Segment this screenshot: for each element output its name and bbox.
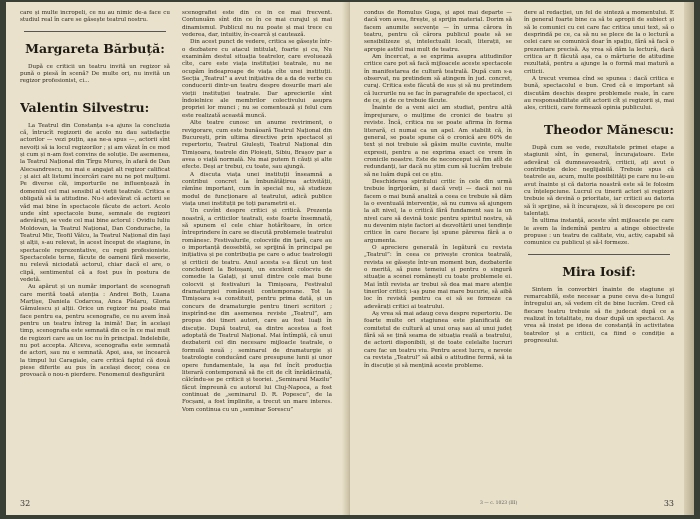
right-column-2	[524, 10, 674, 345]
page-edge	[684, 2, 694, 515]
left-column-1	[20, 10, 170, 380]
left-column-2	[182, 10, 332, 414]
paragraph: Au apărut și un număr important de scenografi care merită toată atenția : Andrei Both, Luana Marțișe, Daniela Codarcea, Anca Pîslaru, Gloria Gămulescu și alții. Orice un regizor nu poate mai face pentru ea, pentru scenografie, ce nu avem însă pentru un teatru întreg la inimă! Dar, în același timp, scenografia este semnată din ce în ce mai mult de regizori care au un loc nu în principal. Indelebile, nu pot accepta. Altceva, scenografia este semnată de actori, sau nu e semnată. Apoi, asa, se încearcă la timpul lui Caragiale, care critică faptul că două piese diferite au pus în același decor, ceea ce provoacă o nou-n pierdere. Fenomenul desfigurării	[20, 284, 170, 379]
paragraph: La Teatrul din Constanța s-a ajuns la concluzia că, întrucît regizorii de acolo nu dau satisfacție actorilor — vezi puțin, așa ne-a spus —, actorii sînt nevoiți să ia locul regizorilor ; și am văzut în ce mod și cum și n-am fost convins de soluție. De asemenea, la Teatrul Național din Tîrgu Mureș, în afară de Dan Alecsandrescu, nu mai e angajat alt regizor calificat ; și aici alt listumi încercări care nu ne pot mulțumi. Pe diverse căi, importurile ne influențează în domeniul cel mai sensibil al vieții teatrale. Critica e obligată să ia atitudine. Nu-i adevărat că actorii se văd mai bine în spectacole făcute de actori. Acolo unde sînt spectacole bune, semnale de regizori adevărați, se vede cel mai bine actorul : Ovidiu Iuliu Moldovan, la Teatrul Național, Dan Condurache, la Teatrul Mic, Teofil Vâlcu, la Teatrul Național din Iași și alții, s-au relevat, în acest început de stagiune, în spectacole reprezentative, cu regii profesioniste. Spectacolele terne, făcute de oameni fără meserie, nu relevă niciodată actorul, chiar dacă el are, o clipă, sentimentul că a fost pus în postura de vedetă.	[20, 122, 170, 283]
paragraph: A discuta viața unei instituții înseamnă a contribui concret la îmbunătățirea activității, rămîne important, cum în special nu, să studieze modul de funcționare al teatrului, adică publice viața unei instituții pe toți parametrii ei.	[182, 171, 332, 207]
page-number-left: 32	[20, 499, 31, 508]
speaker-heading-manescu: Theodor Mănescu:	[543, 121, 674, 137]
paragraph: Alte teatre cunosc un anume reviriment, o revigorare, cum este bunăoară Teatrul Național din București, prin ultima directive prin spectacol și repertoriu, Teatrul Giulești, Teatrul Național din Timișoara, teatrele din Ploiești, Sibiu, Brașov par a avea o viață normală. Nu mai putem fi căuți și alte efecte. Deși ar trebui, cu toate, sau ajungă.	[182, 120, 332, 171]
section-divider	[528, 254, 670, 255]
paragraph: O apreciere generală în legătură cu revista „Teatrul”: în ceea ce privește cronica teatrală, revista se găsește într-un moment bun, dezbaterile o merită, să pune temeiul și pentru o singură situație a scenei românești cu toate problemele ei. Mai întîi revista ar trebui să dea mai mare atenție tinerilor critici; i-aș pune mai mare bucurie, să aibă loc în revistă pentru ca ei să se formeze ca adevărați critici ai teatrului.	[364, 245, 512, 310]
paragraph: Am încercat, a se exprima asupra atitudinilor critice care pot să facă mijloacele aceste spectacole în manifestarea de cultură teatrală. După cum s-a observat, nu pretindem să atingem în jud. concret, curaj. Critica este făcută de sus și să nu pretindem că lucrurile nu se fac în paragrafele de spectacol, ci de ce, și de ce trebuie făcute.	[364, 54, 512, 105]
print-signature: 3 — c. 1023 (III)	[480, 501, 518, 506]
left-page	[6, 2, 350, 515]
paragraph: După ce criticii un teatru invită un regizor să pună o piesă în scenă? De multe ori, nu invită un regizor profesionist, ci...	[20, 63, 170, 85]
paragraph: dere al redacției, un fel de sinteză a momentului. E în general foarte bine ca să te apropii de subiect și să le comunici cu cei care fac critica unui text, să o desprindă pe ce, ca să nu se plece de la o lectură a celei care se comunică doar în spațiu, fără să facă o prezentare precisă. Aș vrea să dăm la lectură, dacă critica ar fi făcută așa, ca o mărturie de atitudine rezultată, pentru a ajunge la o formă mai matură a criticii.	[524, 10, 674, 75]
paragraph: Înainte de a veni aici am studiat, pentru altă împrejurare, o mulțime de cronici de teatru și reviste. Încă, critica nu se poate afirma în forma literară, ci numai ca un apel. Am stabilit că, în general, se poate spune că o cronică are 60% de text și noi trebuie să găsim multe cuvinte, multe expresii, pentru a ne exprima exact ce vrem în cronicile noastre. Este de neconceput să fim atît de redundanți, iar dacă nu știm cum să lucrăm trebuie să ne luăm după cei ce știu.	[364, 105, 512, 178]
section-divider	[24, 31, 166, 32]
paragraph: După cum se vede, rezultatele primei etape a stagiunii sînt, în general, încurajatoare. Este adevărat că dumneavoastră, criticii, ați avut o contribuție deloc neglijabilă. Trebuie spus că teatrele au, acum, multe posibilități pe care nu le-au avut înainte și că datoria noastră este să le folosim cu înțelepciune. Lucrul cu tinerii actori și regizori trebuie să devină o prioritate, iar criticii au datoria să îi sprijine, să îi încurajeze, să îi descopere pe cei talentați.	[524, 144, 674, 217]
magazine-spread	[6, 2, 694, 515]
paragraph: În ultima instanță, aceste sînt mijloacele pe care le avem la îndemînă pentru a atinge obiectivele propuse : un teatru de calitate, viu, activ, capabil să comunice cu publicul și să-l formeze.	[524, 218, 674, 247]
page-number-right: 33	[663, 499, 674, 508]
intro-paragraph: care și multe încropeli, ce nu au nimic de-a face cu studiul real în care se găsește teatrul nostru.	[20, 10, 170, 24]
speaker-heading-iosif: Mira Iosif:	[562, 263, 636, 279]
speaker-heading-silvestru: Valentin Silvestru:	[20, 99, 150, 115]
paragraph: Un cuvînt despre critici și critică. Prezența noastră, a criticilor teatrali, este foarte însemnată, să spunem el cele chiar hotărîtoare, în orice întreprindere în care se discută problemele teatrului românesc. Festivalurile, colocviile din țară, care au o importanță deosebită, se sprijină în principal pe inițiativa și pe contribuția pe care o aduc teatrologii și criticii de teatru. Anul acesta s-a făcut un test concludent la Botoșani, un excelent colocviu de comedie la Galați, și unul dintre cele mai bune colocvii și festivaluri la Timișoara, Festivalul dramaturgiei românești contemporane. Tot la Timișoara s-a constituit, pentru prima dată, și un concurs de dramaturgie pentru tineri scriitori ; inspirînd-ne din asemenea reviste „Teatrul”, am propus doi tineri autori, care au fost luați în discuție. După teatrul, ea dintre acestea a fost adoptată de Teatrul Național. Mai întîmplă, că unui dezbaterii cel din necesare mijloacle teatrale, o formulă nouă ; seminarul de dramaturgie și teatrologie conducând care presupune lunii și unor opere fundamentale, la așa fel încît producția literară contemporană să fie cit de cît înrădăcinată, călcîndu-se pe criticii și teoriei. „Seminarul Mazilu” făcut împreună cu autorul lui Cluj-Napoca, a fost continuat de „seminarul D. R. Popescu”, de la Focșani, a fost împlinite, a trecut un mare interes. Vom continua cu un „seminar Sorescu”	[182, 208, 332, 413]
paragraph: Sintem în convorbiri înainte de stagiune și remarcabilă, este necesar a pune ceva de-a lungul întregului an, să vedem cît de bine lucrăm. Cred că fiecare teatru trebuie să fie judecat după ce a realizat în totalitate, nu doar după un spectacol. Aș vrea să insist pe ideea de constanță în activitatea teatrelor și a criticii, ca fiind o condiție a progresului.	[524, 286, 674, 345]
paragraph: condus de Romulus Guga, și apoi mai departe — dacă vom avea, firește, și sprijin material. Dorim să facem anumite secvențe — în urma cărora în teatru, pentru că cărora publicul poate să se sensibilizeze și, intelectualii locali, literații, se apropie astfel mai mult de teatru.	[364, 10, 512, 53]
paragraph: Aș vrea să mai adaug ceva despre repertoriu. De foarte multe ori stagiunea este planificată de comitetul de cultură al unui oraș sau al unui județ fără să se țină seama de situația reală a teatrului, de actorii disponibili, și de toate celelalte lucruri care fac un teatru viu. Pentru acest lucru, e nevoie ca revista „Teatrul” să aibă o atitudine fermă, să ia în discuție și să mențină aceste probleme.	[364, 311, 512, 369]
right-page	[350, 2, 694, 515]
speaker-heading-barbuta: Margareta Bărbuță:	[25, 40, 165, 56]
right-column-1	[364, 10, 512, 370]
paragraph: scenografiei este din ce în ce mai frecvent. Contunuăm sînt din ce în ce mai curajul și mai dinamismul. Publicul nu nu poate și mai trece cu vederea, dar, intuitiv, în-cearcă și cautează.	[182, 10, 332, 39]
paragraph: Din acest punct de vedere, critica se găsește într-o dezbatere cu atacul intitulat, foarte și cu, Nu examinăm destul situația teatrelor, care evoluează cîte, care este viața instituției teatrale, nu ne ocupăm îndeaproape de viața cîte unei instituții. Secția „Teatrul” a avut inițiativa de a da de verbe cu conducerii dintr-un teatru despre dosurile mari ale vieții instituției teatrale. Dar aprecierile sînt îndoielnice ale membrilor colectivului asupra propriei lor munci ; nu se comentează și felul cum este realizată această muncă.	[182, 39, 332, 119]
paragraph: A trecut vremea cînd se spunea : dacă critica e bună, spectacolul e bun. Cred că e important să discutăm deschis despre problemele reale, în care au responsabilitate atît actorii cît și regizorii și, mai ales, criticii, care formează opinia publicului.	[524, 76, 674, 112]
paragraph: Deschiderea spiritului critic în cele din urmă trebuie îngrijorăm, și dacă vreți — dacă noi nu facem o mai bună analiză a ceea ce trebuie să dăm la o eventuală intervenție, să nu cumva să ajungem la alt nivel, la o critică fără fundament sau la un nivel care să devină toxic pentru spiritul nostru, să nu devenim niște factori ai dezvoltării unei tendințe critice în care fiecare își spune părerea fără a o argumenta.	[364, 178, 512, 244]
